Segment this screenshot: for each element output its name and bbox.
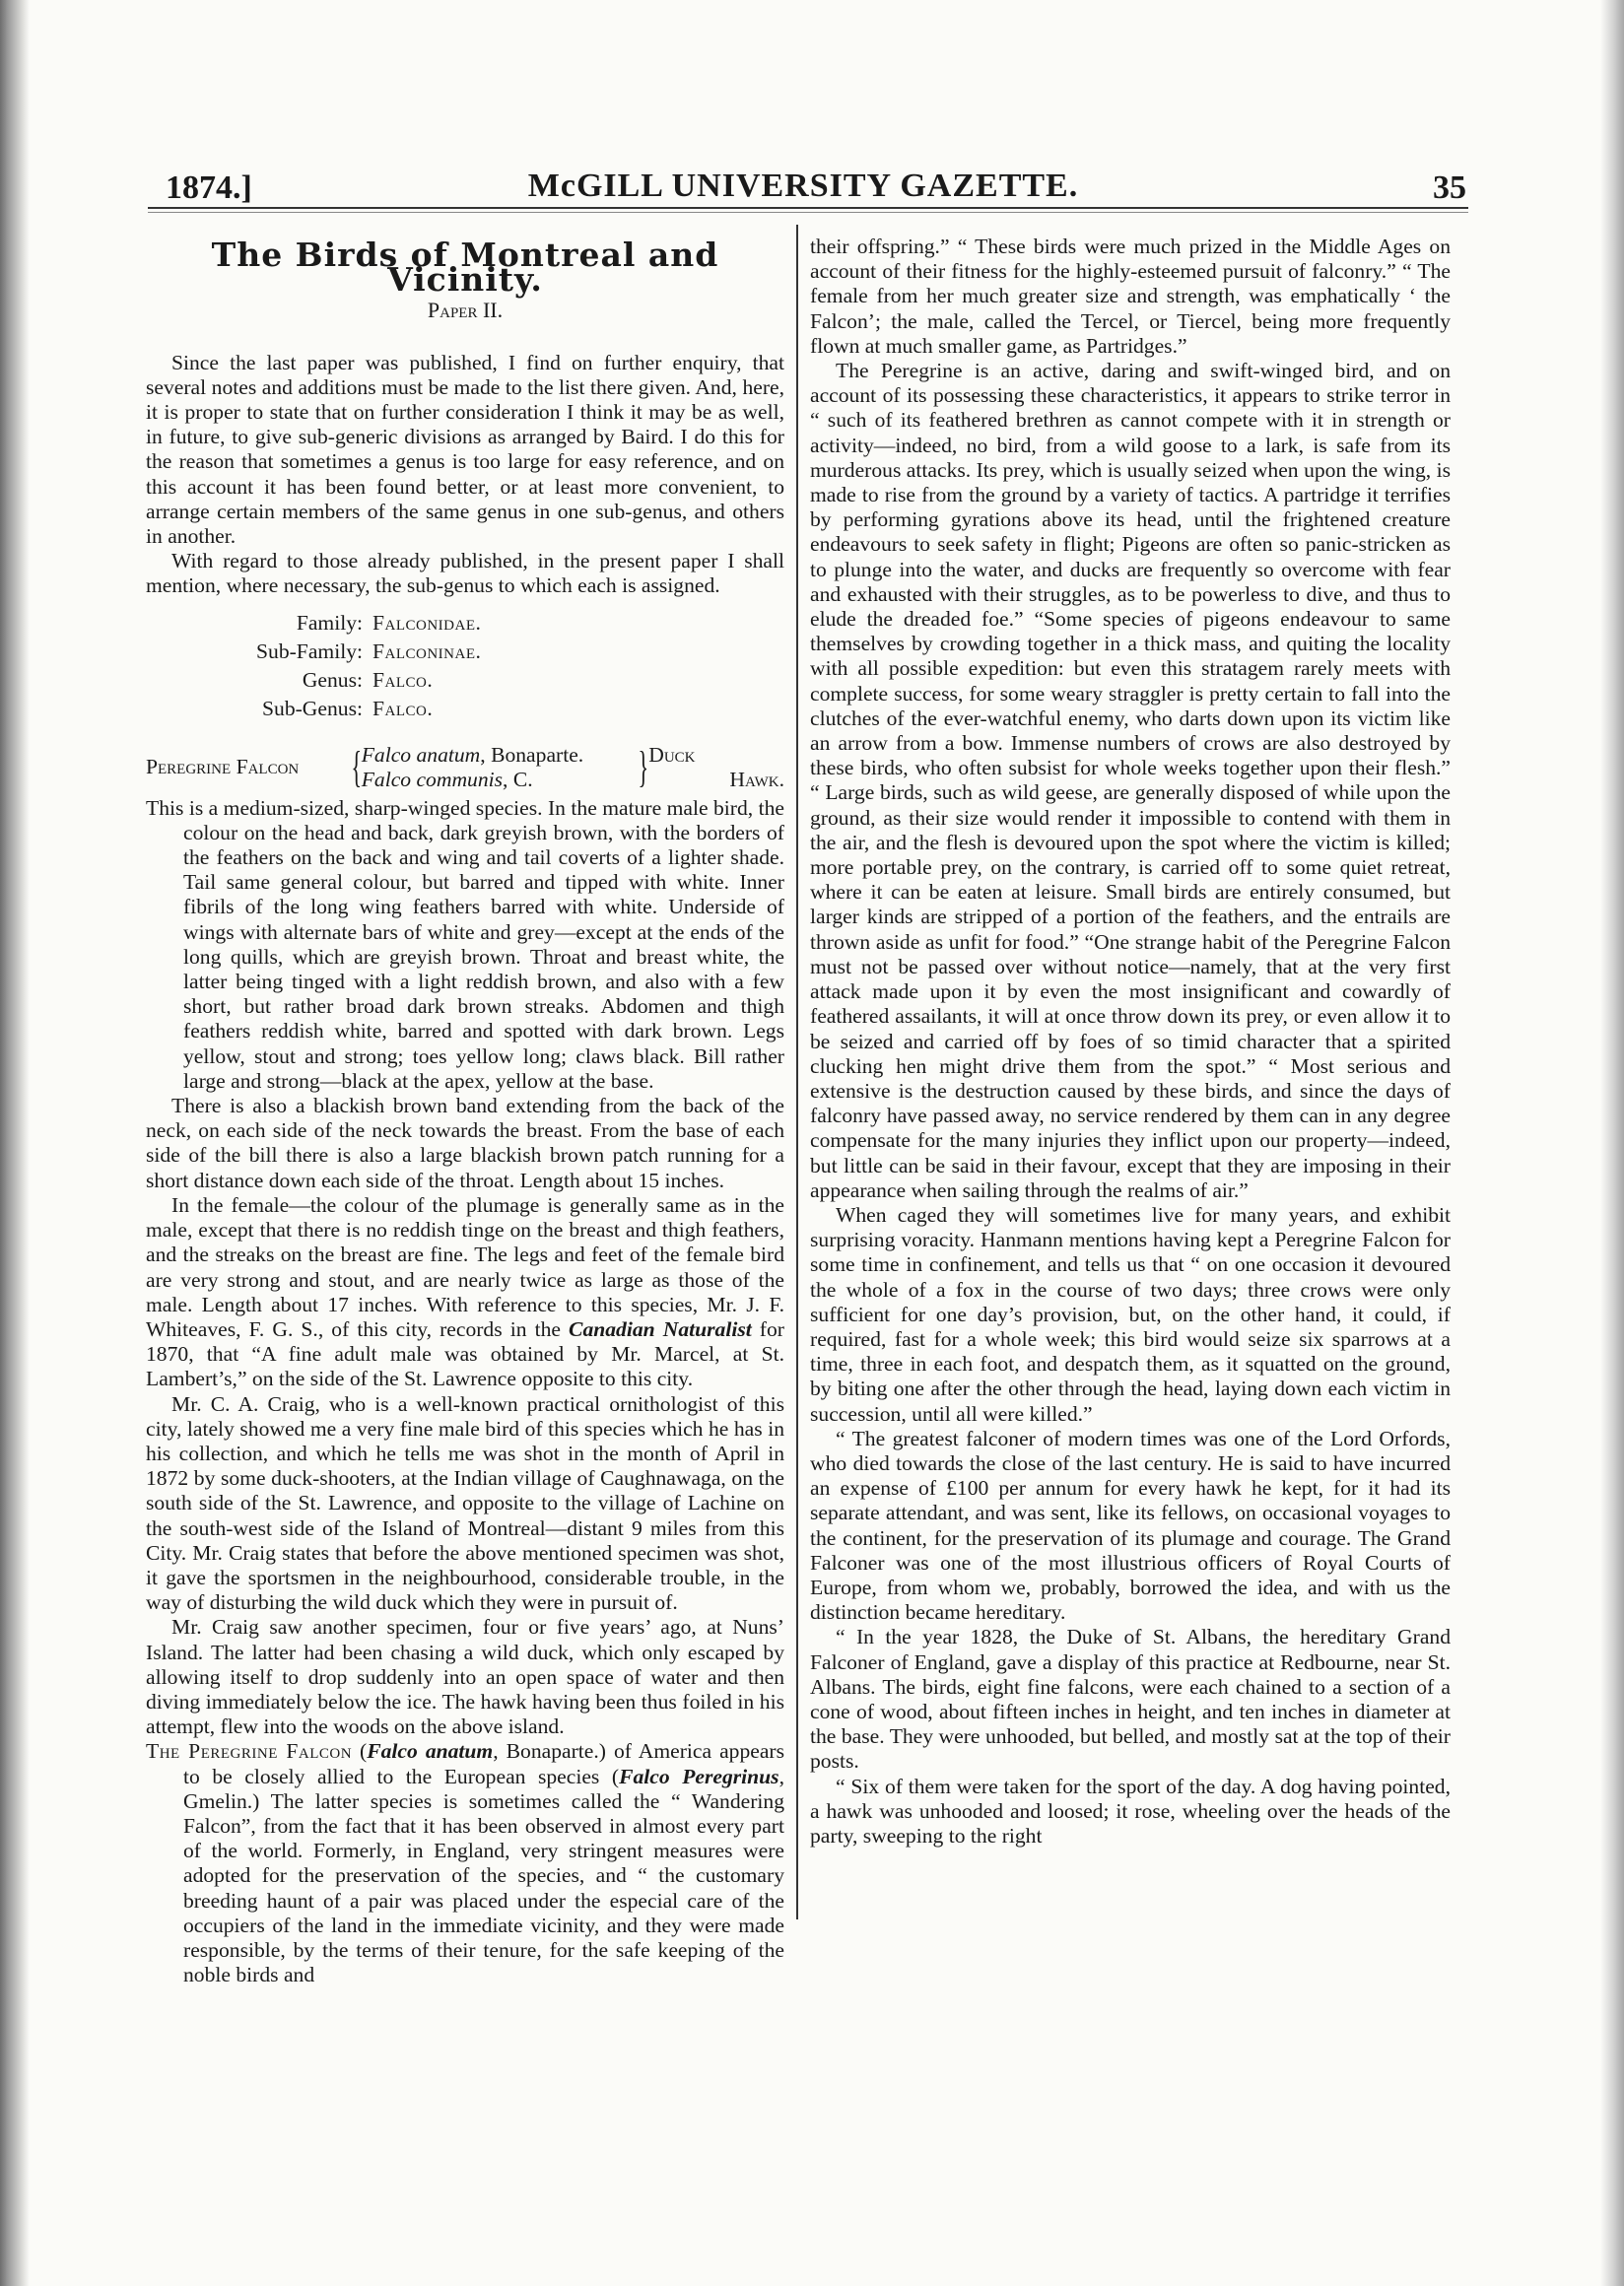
craig-paragraph: Mr. C. A. Craig, who is a well-known practical ornithologist of this city, lately showed me a very fine male bird of this species which he has in his collection, and which he tells me was shot in the month of April in 1872 by some duck-shooters, at the Indian village of Caughnawaga, on the south side of the St. Lawrence, and opposite to the village of Lachine on the south-west side of the Island of Montreal—distant 9 miles from this City. Mr. Craig states that before the above mentioned specimen was shot, it gave the sportsmen in the neighbourhood, considerable trouble, in the way of disturbing the wild duck which they were in pursuit of. xyxy=(146,1391,784,1615)
species-binomials xyxy=(362,743,636,792)
text-run: , Gmelin.) The latter species is sometimes called the “ Wandering Falcon”, from the fact that it has been observed in almost every part of the world. Formerly, in England, very stringent measures were adopted for the preservation of the species, and “ the customary breeding haunt of a pair was placed under the especial care of the occupiers of the land in the immediate vicinity, and they were made responsible, by the terms of their tenure, for the safe keeping of the noble birds and xyxy=(183,1764,784,1987)
taxonomy-row xyxy=(146,638,784,666)
intro-paragraph-1: Since the last paper was published, I find on further enquiry, that several notes and additions must be made to the list there given. And, here, it is proper to state that on further consideration I think it may be as well, in future, to give sub-generic divisions as arranged by Baird. I do this for the reason that sometimes a genus is too large for easy reference, and on this account it has been found better, or at least more convenient, to arrange certain members of the same genus in one sub-genus, and others in another. xyxy=(146,350,784,549)
st-albans-paragraph: “ In the year 1828, the Duke of St. Albans, the hereditary Grand Falconer of England, gave a display of this practice at Redbourne, near St. Albans. The birds, eight fine falcons, were each chained to a section of a cone of wood, about fifteen inches in height, and ten inches in diameter at the base. They were unhooded, but belled, and mostly sat at the top of their posts. xyxy=(810,1625,1451,1774)
header-title: McGILL UNIVERSITY GAZETTE. xyxy=(527,168,1079,204)
taxonomy-list xyxy=(146,609,784,723)
taxonomy-value: Falco. xyxy=(372,696,434,720)
taxonomy-key: Sub-Genus: xyxy=(262,696,363,720)
caged-paragraph: When caged they will sometimes live for many years, and exhibit surprising voracity. Hanmann mentions having kept a Peregrine Falcon for some time in confinement, and tells us that “ on one occasion it devoured the whole of a fox in the course of two days; three crows were only sufficient for one day’s provision, but, on the other hand, it could, if required, fast for a whole week; this bird would seize six sparrows at a time, three in each foot, and despatch them, as it squatted on the ground, by biting one after the other through the head, laying down each victim in succession, until all were killed.” xyxy=(810,1202,1451,1426)
taxonomy-row xyxy=(146,666,784,695)
page-number: 35 xyxy=(1433,169,1466,206)
species-common-name: Peregrine Falcon xyxy=(146,755,300,779)
alt-name-line-2: Hawk. xyxy=(729,767,785,791)
band-paragraph: There is also a blackish brown band extending from the back of the neck, on each side of the neck towards the breast. From the base of each side of the bill there is also a large blackish brown patch running for a short distance down each side of the throat. Length about 15 inches. xyxy=(146,1094,784,1192)
taxonomy-row xyxy=(146,609,784,638)
binomial-inline: Falco Peregrinus xyxy=(619,1764,779,1788)
page-edge-shadow-left xyxy=(0,0,30,2286)
text-run: ( xyxy=(352,1739,368,1764)
description-paragraph: This is a medium-sized, sharp-winged species. In the mature male bird, the colour on the head and back, dark greyish brown, with the borders of the feathers on the back and wing and tail coverts of a lighter shade. Tail same general colour, but barred and tipped with white. Inner fibrils of the long wing feathers barred with white. Underside of wings with alternate bars of white and grey—except at the ends of the long quills, which are greyish brown. Throat and breast white, the latter being tinged with a light reddish brown, and also with a few short, but rather broad dark brown streaks. Abdomen and thigh feathers reddish white, barred and spotted with dark brown. Legs yellow, stout and strong; toes yellow long; claws black. Bill rather large and strong—black at the apex, yellow at the base. xyxy=(146,795,784,1093)
taxonomy-value: Falconidae. xyxy=(372,610,482,635)
journal-title: Canadian Naturalist xyxy=(569,1316,752,1341)
orford-paragraph: “ The greatest falconer of modern times was one of the Lord Orfords, who died towards the close of the last century. He is said to have incurred an expense of £100 per annum for every hawk he kept, for it had its separate attendant, and was sent, like its fellows, on occasional voyages to the continent, for the preservation of its plumage and courage. The Grand Falconer was one of the most illustrious officers of Royal Courts of Europe, from whom we, probably, borrowed the idea, and with us the distinction became hereditary. xyxy=(810,1426,1451,1625)
alt-name-line-1: Duck xyxy=(648,742,696,767)
header-rule xyxy=(148,207,1468,213)
binomial-2-author: , C. xyxy=(503,767,533,791)
sport-paragraph: “ Six of them were taken for the sport of the day. A dog having pointed, a hawk was unhooded and loosed; it rose, wheeling over the heads of the party, sweeping to the right xyxy=(810,1774,1451,1848)
left-column xyxy=(146,235,784,1987)
species-alt-name xyxy=(648,743,784,792)
page-edge-shadow-right xyxy=(1600,0,1624,2286)
taxonomy-key: Genus: xyxy=(302,667,363,692)
species-heading xyxy=(146,743,784,792)
left-brace-glyph: { xyxy=(351,742,362,791)
right-brace-glyph: } xyxy=(638,742,649,791)
taxonomy-value: Falconinae. xyxy=(372,639,482,663)
binomial-1-name: Falco anatum xyxy=(361,742,481,767)
taxonomy-value: Falco. xyxy=(372,667,434,692)
binomial-2-name: Falco communis xyxy=(361,767,504,791)
taxonomy-row xyxy=(146,695,784,723)
taxonomy-key: Sub-Family: xyxy=(256,639,363,663)
female-text-tail: for 1870, that “A fine adult male was obtained by Mr. Marcel, at St. Lambert’s,” on the side of the St. Lawrence opposite to this city. xyxy=(146,1316,784,1391)
female-paragraph xyxy=(146,1193,784,1392)
continuation-paragraph: their offspring.” “ These birds were much prized in the Middle Ages on account of their fitness for the highly-esteemed pursuit of falconry.” “ The female from her much greater size and strength, was emphatically ‘ the Falcon’; the male, called the Tercel, or Tiercel, being more frequently flown at much smaller game, as Partridges.” xyxy=(810,235,1451,358)
column-divider xyxy=(796,225,798,1919)
paragraph-lead: The Peregrine Falcon xyxy=(146,1739,353,1764)
female-text: In the female—the colour of the plumage is generally same as in the male, except that there is no reddish tinge on the breast and thigh feathers, and the streaks on the breast are fine. The legs and feet of the female bird are very strong and stout, and are nearly twice as large as those of the male. Length about 17 inches. With reference to this species, Mr. J. F. Whiteaves, F. G. S., of this city, records in the xyxy=(146,1192,784,1341)
european-species-paragraph xyxy=(146,1739,784,1987)
binomial-inline: Falco anatum xyxy=(367,1739,494,1764)
nuns-island-paragraph: Mr. Craig saw another specimen, four or five years’ ago, at Nuns’ Island. The latter had been chasing a wild duck, which only escaped by allowing itself to drop suddenly into an open space of water and then diving immediately below the ice. The hawk having been thus foiled in his attempt, flew into the woods on the above island. xyxy=(146,1615,784,1739)
paper-label: Paper II. xyxy=(427,298,504,323)
intro-paragraph-2: With regard to those already published, in the present paper I shall mention, where necessary, the sub-genus to which each is assigned. xyxy=(146,549,784,598)
peregrine-habits-paragraph: The Peregrine is an active, daring and swift-winged bird, and on account of its possessing these characteristics, it appears to strike terror in “ such of its feathered brethren as cannot compete with it in strength or activity—indeed, no bird, from a wild goose to a lark, is safe from its murderous attacks. Its prey, which is usually seized when upon the wing, is made to rise from the ground by a variety of tactics. A partridge it terrifies by performing gyrations above its head, until the frightened creature endeavours to seek safety in flight; Pigeons are often so panic-stricken as to plunge into the water, and ducks are frequently so overcome with fear and exhausted with their struggles, as to be powerless to dive, and thus to elude the dreaded foe.” “Some species of pigeons endeavour to same themselves by crowding together in a thick mass, and quiting the locality with all possible expedition: but even this stratagem rarely meets with complete success, for some weary straggler is pretty certain to fall into the clutches of the ever-watchful enemy, who darts down upon its victim like an arrow from a bow. Immense numbers of crows are also destroyed by these birds, who often subsist for whole weeks together upon their flesh.” “ Large birds, such as wild geese, are generally disposed of while upon the ground, as their size would render it impossible to contend with them in the air, and the flesh is devoured upon the spot where the victim is killed; more portable prey, on the contrary, is carried off to some quiet retreat, where it can be eaten at leisure. Small birds are entirely consumed, but larger kinds are stripped of a portion of the feathers, and the entrails are thrown aside as unfit for food.” “One strange habit of the Peregrine Falcon must not be passed over without notice—namely, that at the very first attack made upon it by even the most insignificant and cowardly of feathered assailants, it will at once throw down its prey, or even allow it to be seized and carried off by foes of so timid character that a spirited clucking hen might drive them from the spot.” “ Most serious and extensive is the destruction caused by these birds, and since the days of falconry have passed away, no service rendered by them can in any degree compensate for the many injuries they inflict upon our property—indeed, but little can be said in their favour, except that they are imposing in their appearance when sailing through the realms of air.” xyxy=(810,359,1451,1202)
header-year: 1874.] xyxy=(166,169,252,206)
right-column xyxy=(810,235,1451,1849)
taxonomy-key: Family: xyxy=(296,610,363,635)
text-run: , Bonaparte.) of America appears to be closely allied to the European species ( xyxy=(183,1739,785,1788)
running-header xyxy=(148,160,1466,209)
binomial-1-author: , Bonaparte. xyxy=(480,742,584,767)
article-title: The Birds of Montreal and Vicinity. xyxy=(211,235,719,300)
